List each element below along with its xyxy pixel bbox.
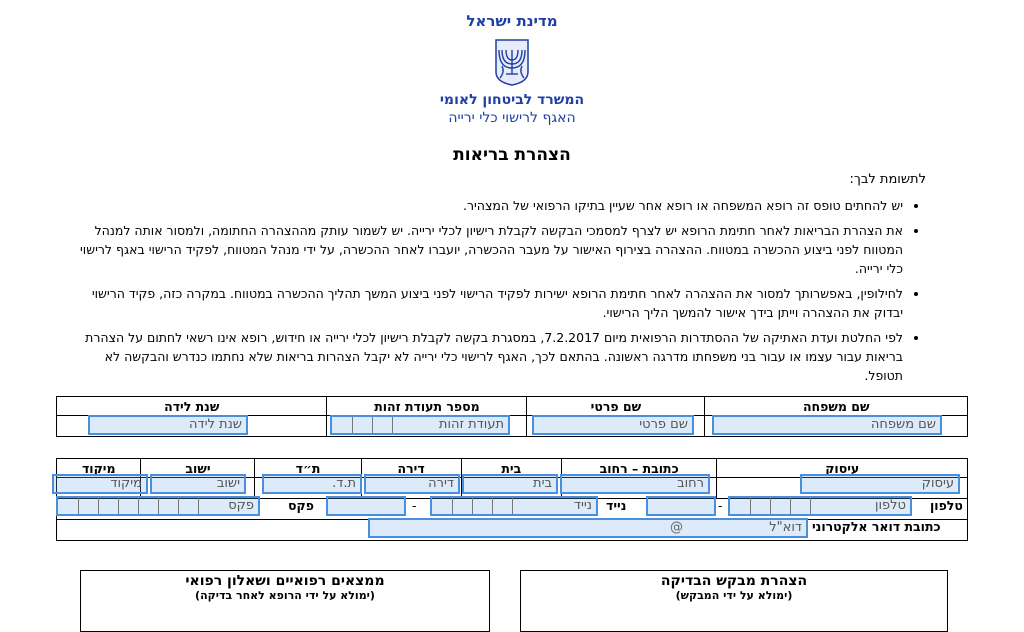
city-field[interactable]: ישוב (150, 474, 246, 494)
ministry-name: המשרד לביטחון לאומי (439, 92, 585, 108)
birth-year-header: שנת לידה (57, 397, 327, 416)
medical-findings-subtitle: (ימולא על ידי הרופא לאחר בדיקה) (195, 589, 375, 602)
mobile-label: נייד (606, 498, 627, 513)
mobile-prefix-field[interactable] (326, 496, 406, 516)
apartment-field[interactable]: דירה (364, 474, 460, 494)
email-at-symbol: @ (670, 520, 683, 535)
email-placeholder: דוא"ל (769, 520, 802, 535)
street-field[interactable]: רחוב (560, 474, 710, 494)
phone-dash: - (718, 498, 723, 513)
zip-field[interactable]: מיקוד (52, 474, 148, 494)
fax-label: פקס (288, 498, 314, 513)
occupation-header: עיסוק (717, 459, 968, 478)
phone-field[interactable] (728, 496, 912, 516)
menorah-emblem-icon (493, 38, 531, 86)
zip-header: מיקוד (57, 459, 141, 478)
page-title: הצהרת בריאות (453, 145, 571, 165)
instruction-item: • לפי החלטת ועדת האתיקה של ההסתדרות הרפואית מיום 7.2.2017, במסגרת בקשה לקבלת רישיון לכלי ירייה או חידוש, רופא אינו רשאי לחתום על הצהרת בריאות עבור עצמו או עבור בני משפחתו מדרגה ראשונה. בהתאם לכך, האגף לרישוי כלי ירייה לא יקבל הצהרות בריאות שלא נחתמו כנדרש והבקשה לא תטופל. (80, 328, 903, 385)
id-number-field[interactable] (330, 415, 510, 435)
instruction-item: • יש להחתים טופס זה רופא המשפחה או רופא אחר שעיין בתיקו הרפואי של המצהיר. (80, 196, 903, 215)
attention-label: לתשומת לבך: (849, 172, 926, 187)
instructions-list (80, 196, 925, 391)
instruction-item: • את הצהרת הבריאות לאחר חתימת הרופא יש לצרף למסמכי הבקשה לקבלת רישיון לכלי ירייה. יש לשמור עותק מההצהרה החתומה, ולמסור אותה למנהל המטווח לפני ביצוע ההכשרה במטווח. ההצהרה בצירוף האישור על מעבר ההכשרה, יועברו לאחר ההכשרה, על ידי מנהל המטווח, לפקיד הרישוי באגף לרישוי כלי ירייה. (80, 221, 903, 278)
division-name: האגף לרישוי כלי ירייה (448, 110, 576, 126)
first-name-header: שם פרטי (527, 397, 705, 416)
phone-label: טלפון (930, 498, 963, 513)
po-box-header: ת״ד (255, 459, 361, 478)
occupation-field[interactable]: עיסוק (800, 474, 960, 494)
apartment-header: דירה (361, 459, 461, 478)
phone-placeholder: טלפון (874, 498, 906, 513)
medical-findings-section (80, 570, 490, 632)
city-header: ישוב (141, 459, 255, 478)
applicant-declaration-subtitle: (ימולא על ידי המבקש) (675, 589, 793, 602)
email-field[interactable] (368, 518, 808, 538)
house-header: בית (461, 459, 561, 478)
mobile-placeholder: נייד (573, 498, 592, 513)
id-number-placeholder: תעודת זהות (438, 417, 504, 432)
phone-prefix-field[interactable] (646, 496, 716, 516)
fax-placeholder: פקס (228, 498, 254, 513)
state-name: מדינת ישראל (466, 12, 558, 30)
applicant-declaration-title: הצהרת מבקש הבדיקה (660, 573, 808, 589)
street-header: כתובת – רחוב (561, 459, 717, 478)
instruction-item: • לחילופין, באפשרותך למסור את ההצהרה לאחר חתימת הרופא ישירות לפקיד הרישוי לפני ביצוע המשך תהליך ההכשרה במטווח. במקרה כזה, פקיד הרישוי יבדוק את ההצהרה וייתן בידך אישור להמשך הליך הרישוי. (80, 284, 903, 322)
fax-field[interactable] (56, 496, 260, 516)
applicant-declaration-section (520, 570, 948, 632)
last-name-field[interactable]: שם משפחה (712, 415, 942, 435)
last-name-header: שם משפחה (705, 397, 968, 416)
birth-year-field[interactable]: שנת לידה (88, 415, 248, 435)
mobile-field[interactable] (430, 496, 598, 516)
id-number-header: מספר תעודת זהות (327, 397, 527, 416)
house-field[interactable]: בית (462, 474, 558, 494)
mobile-dash: - (412, 498, 417, 513)
medical-findings-title: ממצאים רפואיים ושאלון רפואי (185, 573, 385, 589)
email-label: כתובת דואר אלקטרוני (812, 519, 941, 534)
po-box-field[interactable]: ת.ד. (262, 474, 362, 494)
first-name-field[interactable]: שם פרטי (532, 415, 694, 435)
